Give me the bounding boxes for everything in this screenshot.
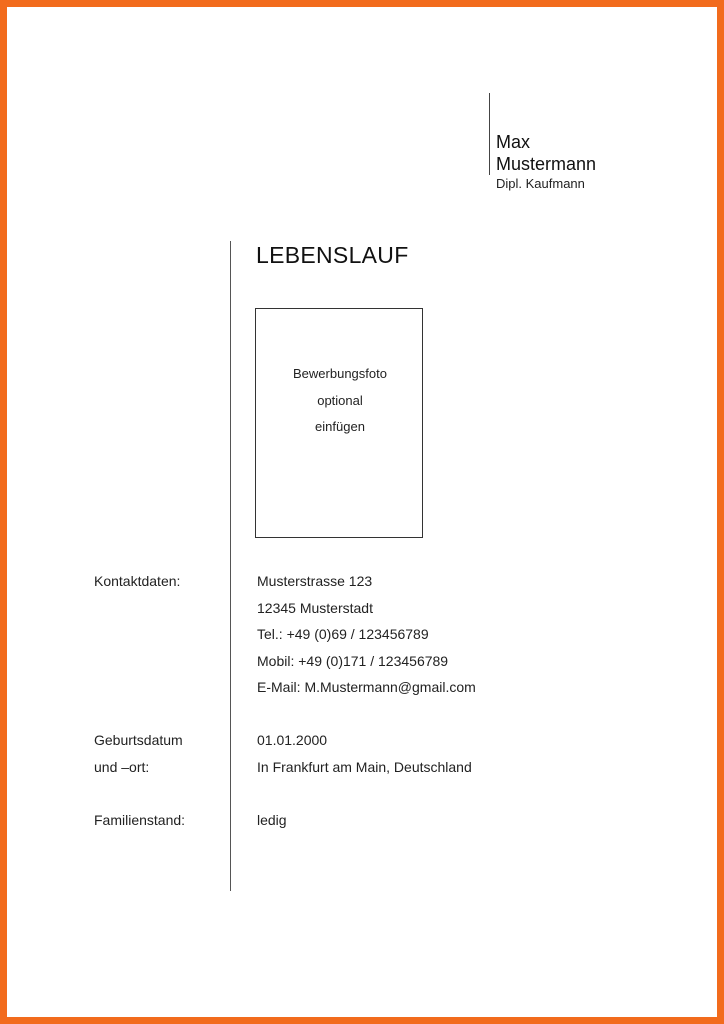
- document-title: LEBENSLAUF: [256, 242, 409, 268]
- contact-street: Musterstrasse 123: [257, 573, 373, 589]
- applicant-first-name: Max: [496, 132, 531, 152]
- header-divider: [489, 93, 490, 175]
- photo-text-line3: einfügen: [315, 419, 365, 434]
- photo-placeholder: [255, 308, 423, 538]
- applicant-last-name: Mustermann: [496, 154, 597, 174]
- birth-date: 01.01.2000: [257, 732, 328, 748]
- contact-email: E-Mail: M.Mustermann@gmail.com: [257, 679, 476, 695]
- main-divider: [230, 241, 231, 891]
- birth-place: In Frankfurt am Main, Deutschland: [257, 759, 472, 775]
- contact-phone: Tel.: +49 (0)69 / 123456789: [257, 626, 429, 642]
- applicant-job-title: Dipl. Kaufmann: [496, 176, 585, 191]
- contact-label: Kontaktdaten:: [94, 573, 181, 589]
- birth-label-line1: Geburtsdatum: [94, 732, 183, 748]
- marital-label: Familienstand:: [94, 812, 186, 828]
- contact-mobile: Mobil: +49 (0)171 / 123456789: [257, 653, 449, 669]
- contact-city: 12345 Musterstadt: [257, 600, 373, 616]
- photo-text-line1: Bewerbungsfoto: [293, 366, 387, 381]
- marital-value: ledig: [257, 812, 287, 828]
- birth-label-line2: und –ort:: [94, 759, 150, 775]
- photo-text-line2: optional: [317, 393, 363, 408]
